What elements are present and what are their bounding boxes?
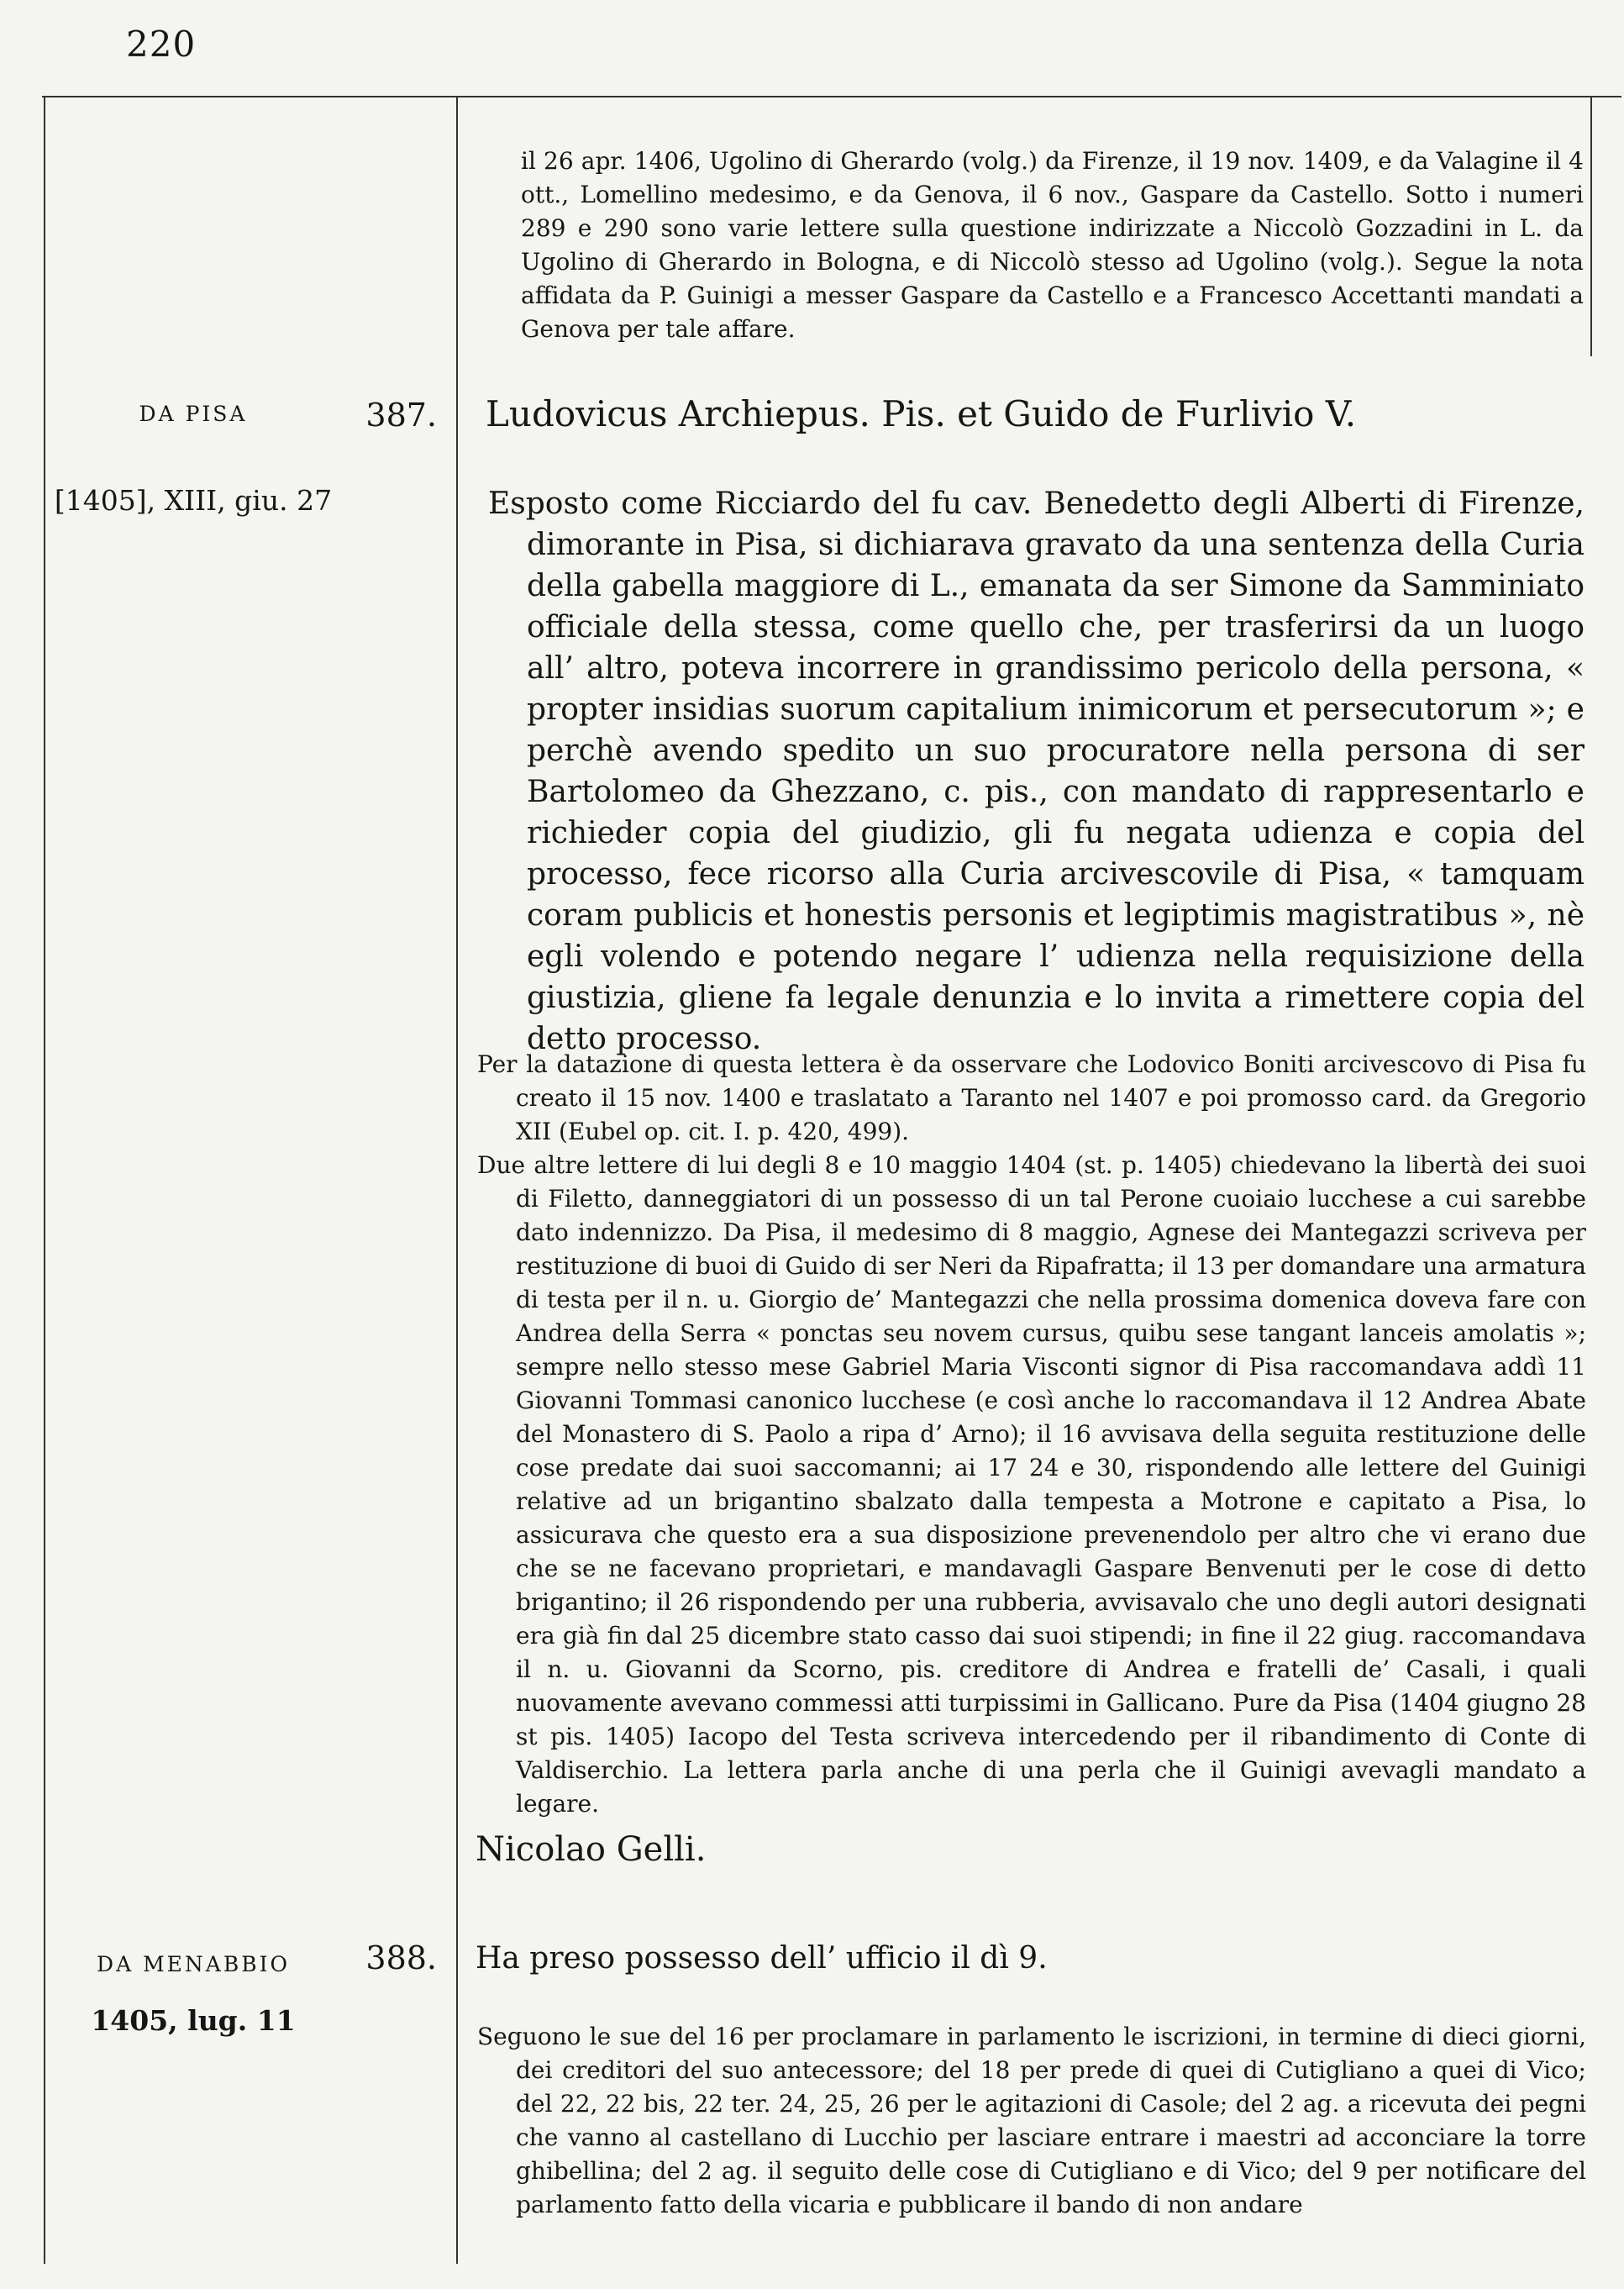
entry-387-note-2: Due altre lettere di lui degli 8 e 10 maggio 1404 (st. p. 1405) chiedevano la libertà dei suoi di Filetto, danneggiatori di un possesso di un tal Perone cuoiaio lucchese a cui sarebbe dato indennizzo. Da Pisa, il medesimo di 8 maggio, Agnese dei Mantegazzi scriveva per restituzione di buoi di Guido di ser Neri da Ripafratta; il 13 per domandare una armatura di testa per il n. u. Giorgio de’ Mantegazzi che nella prossima domenica doveva fare con Andrea della Serra « ponctas seu novem cursus, quibu sese tangant lanceis amolatis »; sempre nello stesso mese Gabriel Maria Visconti signor di Pisa raccomandava addì 11 Giovanni Tommasi canonico lucchese (e così anche lo raccomandava il 12 Andrea Abate del Monastero di S. Paolo a ripa d’ Arno); il 16 avvisava della seguita restituzione delle cose predate dai suoi saccomanni; ai 17 24 e 30, rispondendo alle lettere del Guinigi relative ad un brigantino sbalzato dalla tempesta a Motrone e capitato a Pisa, lo assicurava che questo era a sua disposizione prevenendolo per altro che vi erano due che se ne facevano proprietari, e mandavagli Gaspare Benvenuti per le cose di detto brigantino; il 26 rispondendo per una rubberia, avvisavalo che uno degli autori designati era già fin dal 25 dicembre stato casso dai suoi stipendi; in fine il 22 giug. raccomandava il n. u. Giovanni da Scorno, pis. creditore di Andrea e fratelli de’ Casali, i quali nuovamente avevano commessi atti turpissimi in Gallicano. Pure da Pisa (1404 giugno 28 st pis. 1405) Iacopo del Testa scriveva intercedendo per il ribandimento di Conte di Valdiserchio. La lettera parla anche di una perla che il Guinigi avevagli mandato a legare. — [477, 1151, 1586, 1818]
margin-column-rule — [456, 96, 458, 2264]
entry-388-date: 1405, lug. 11 — [91, 2004, 296, 2037]
entry-387-regest-text: Esposto come Ricciardo del fu cav. Benedetto degli Alberti di Firenze, dimorante in Pisa, si dichiarava gravato da una sentenza della Curia della gabella maggiore di L., emanata da ser Simone da Samminiato officiale della stessa, come quello che, per trasferirsi da un luogo all’ altro, poteva incorrere in grandissimo pericolo della persona, « propter insidias suorum capitalium inimicorum et persecutorum »; e perchè avendo spedito un suo procuratore nella persona di ser Bartolomeo da Ghezzano, c. pis., con mandato di rappresentarlo e richieder copia del giudizio, gli fu negata udienza e copia del processo, fece ricorso alla Curia arcivescovile di Pisa, « tamquam coram publicis et honestis personis et legiptimis magistratibus », nè egli volendo e potendo negare l’ udienza nella requisizione della giustizia, gliene fa legale denunzia e lo invita a rimettere copia del detto processo. — [488, 487, 1585, 1056]
entry-388-note: Seguono le sue del 16 per proclamare in parlamento le iscrizioni, in termine di dieci giorni, dei creditori del suo antecessore; del 18 per prede di quei di Cutigliano a quei di Vico; del 22, 22 bis, 22 ter. 24, 25, 26 per le agitazioni di Casole; del 2 ag. a ricevuta dei pegni che vanno al castellano di Lucchio per lasciare entrare i maestri ad acconciare la torre ghibellina; del 2 ag. il seguito delle cose di Cutigliano e di Vico; del 9 per notificare del parlamento fatto della vicaria e pubblicare il bando di non andare — [477, 2023, 1586, 2218]
entry-388-place: DA MENABBIO — [97, 1952, 290, 1976]
section-heading: Nicolao Gelli. — [476, 1830, 707, 1869]
entry-388-notes — [477, 2020, 1586, 2222]
left-column-rule — [44, 96, 45, 2264]
entry-387-regest — [488, 483, 1585, 1060]
entry-387-place: DA PISA — [139, 402, 248, 426]
right-column-rule — [1590, 96, 1592, 356]
header-rule — [42, 96, 1621, 97]
entry-388-number: 388. — [365, 1939, 437, 1976]
top-note: il 26 apr. 1406, Ugolino di Gherardo (volg.) da Firenze, il 19 nov. 1409, e da Valagine il 4 ott., Lomellino medesimo, e da Genova, il 6 nov., Gaspare da Castello. Sotto i numeri 289 e 290 sono varie lettere sulla questione indirizzate a Niccolò Gozzadini in L. da Ugolino di Gherardo in Bologna, e di Niccolò stesso ad Ugolino (volg.). Segue la nota affidata da P. Guinigi a messer Gaspare da Castello e a Francesco Accettanti mandati a Genova per tale affare. — [521, 147, 1584, 343]
page-number: 220 — [126, 24, 197, 65]
entry-387-title: Ludovicus Archiepus. Pis. et Guido de Furlivio V. — [486, 393, 1357, 434]
entry-387-date: [1405], XIII, giu. 27 — [54, 484, 333, 517]
entry-387-number: 387. — [365, 397, 437, 434]
entry-387-notes — [477, 1048, 1586, 1821]
entry-387-note-1: Per la datazione di questa lettera è da osservare che Lodovico Boniti arcivescovo di Pisa fu creato il 15 nov. 1400 e traslatato a Taranto nel 1407 e poi promosso card. da Gregorio XII (Eubel op. cit. I. p. 420, 499). — [477, 1050, 1586, 1145]
entry-388-regest: Ha preso possesso dell’ ufficio il dì 9. — [476, 1941, 1048, 1976]
